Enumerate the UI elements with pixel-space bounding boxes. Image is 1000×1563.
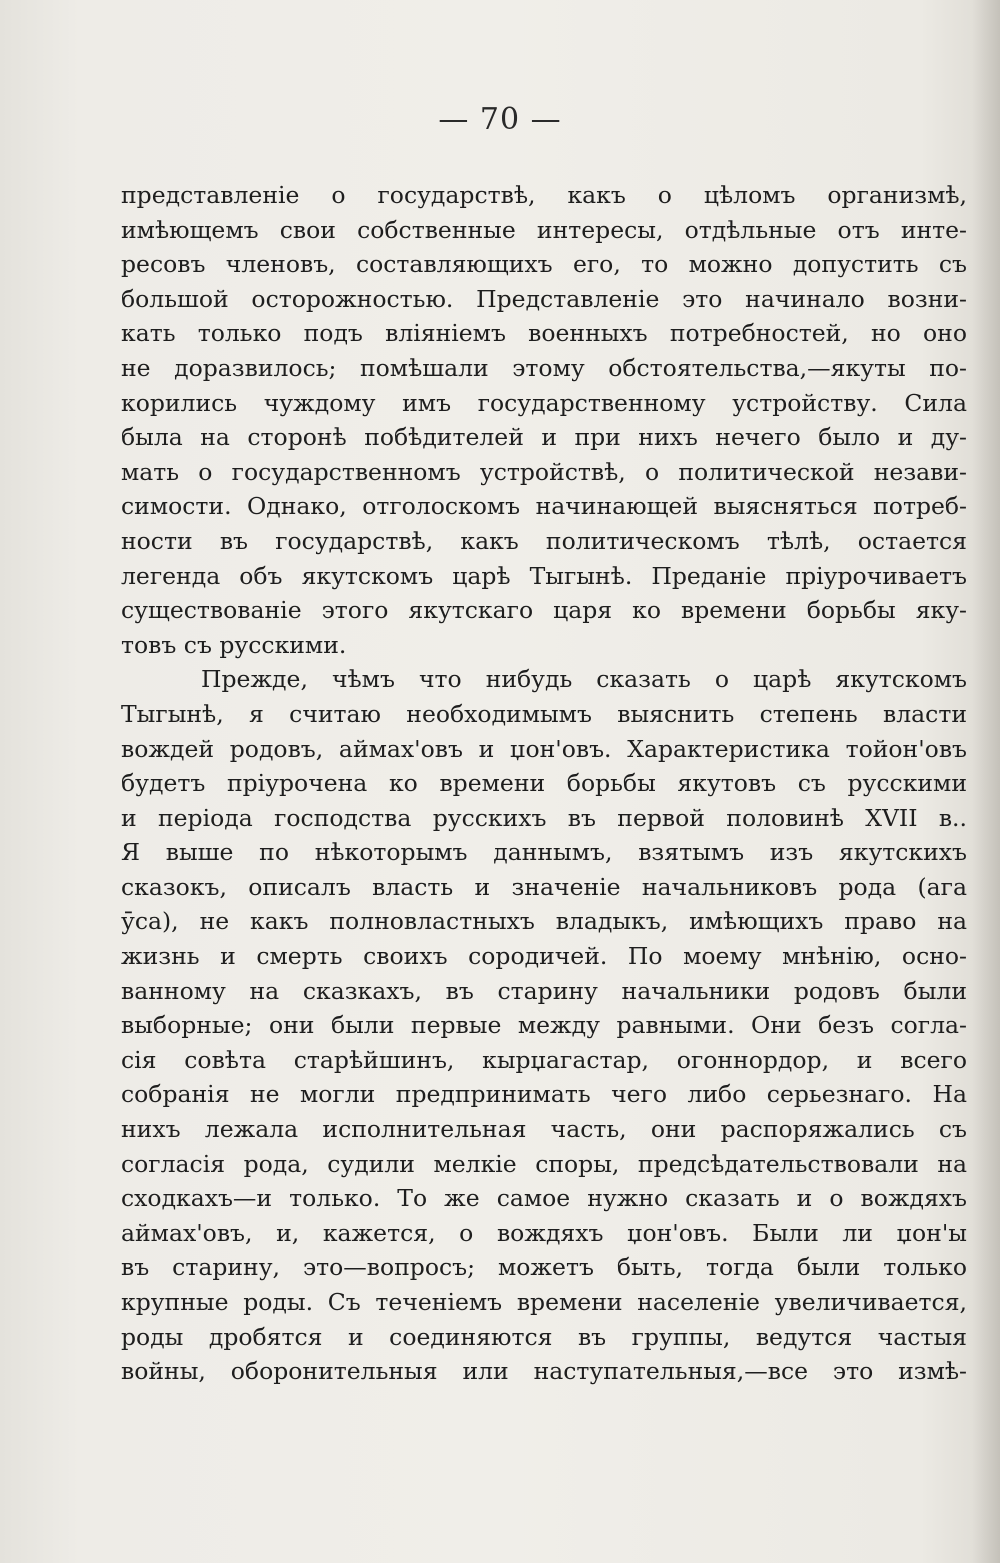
text-line: жизнь и смерть своихъ сородичей. По моему мнѣнію, осно- (121, 942, 967, 971)
text-line: не доразвилось; помѣшали этому обстоятельства,—якуты по- (121, 353, 967, 382)
text-line: легенда объ якутскомъ царѣ Тыгынѣ. Преданіе пріурочиваетъ (121, 561, 967, 590)
text-line: выборные; они были первые между равными. Они безъ согла- (121, 1011, 967, 1040)
text-line: ӯса), не какъ полновластныхъ владыкъ, имѣющихъ право на (121, 907, 967, 936)
text-line: имѣющемъ свои собственные интересы, отдѣльные отъ инте- (121, 215, 967, 244)
text-line: ресовъ членовъ, составляющихъ его, то можно допустить съ (121, 250, 967, 279)
text-line: ности въ государствѣ, какъ политическомъ тѣлѣ, остается (121, 526, 967, 555)
text-line: существованіе этого якутскаго царя ко времени борьбы яку- (121, 596, 967, 625)
text-line: была на сторонѣ побѣдителей и при нихъ нечего было и ду- (121, 423, 967, 452)
text-line: сходкахъ—и только. То же самое нужно сказать и о вождяхъ (121, 1184, 967, 1213)
page-number: — 70 — (438, 102, 562, 137)
text-line: Я выше по нѣкоторымъ даннымъ, взятымъ изъ якутскихъ (121, 838, 967, 867)
text-line: будетъ пріурочена ко времени борьбы якутовъ съ русскими (121, 769, 967, 798)
text-line: аймах'овъ, и, кажется, о вождяхъ џон'овъ. Были ли џон'ы (121, 1218, 967, 1247)
text-line: корились чуждому имъ государственному устройству. Сила (121, 388, 967, 417)
text-line: товъ съ русскими. (121, 630, 347, 659)
text-line: войны, оборонительныя или наступательныя,—все это измѣ- (121, 1357, 967, 1386)
text-line: кать только подъ вліяніемъ военныхъ потребностей, но оно (121, 319, 967, 348)
text-line: большой осторожностью. Представленіе это начинало возни- (121, 284, 967, 313)
text-line: симости. Однако, отголоскомъ начинающей выясняться потреб- (121, 492, 967, 521)
text-line: сказокъ, описалъ власть и значеніе начальниковъ рода (ага (121, 872, 967, 901)
text-line: собранія не могли предпринимать чего либо серьезнаго. На (121, 1080, 967, 1109)
text-line: нихъ лежала исполнительная часть, они распоряжались съ (121, 1115, 967, 1144)
text-line: вождей родовъ, аймах'овъ и џон'овъ. Характеристика тойон'овъ (121, 734, 967, 763)
text-line: сія совѣта старѣйшинъ, кырџагастар, огоннордор, и всего (121, 1045, 967, 1074)
body-text (121, 178, 967, 1389)
text-line: согласія рода, судили мелкіе споры, предсѣдательствовали на (121, 1149, 967, 1178)
text-line: Прежде, чѣмъ что нибудь сказать о царѣ якутскомъ (201, 665, 967, 694)
text-line: въ старину, это—вопросъ; можетъ быть, тогда были только (121, 1253, 967, 1282)
text-line: представленіе о государствѣ, какъ о цѣломъ организмѣ, (121, 181, 967, 209)
text-line: Тыгынѣ, я считаю необходимымъ выяснить степень власти (121, 699, 967, 728)
text-line: роды дробятся и соединяются въ группы, ведутся частыя (121, 1322, 967, 1351)
page-edge-shadow (972, 0, 1000, 1563)
text-line: ванному на сказкахъ, въ старину начальники родовъ были (121, 976, 967, 1005)
text-line: и періода господства русскихъ въ первой половинѣ XVII в.. (121, 803, 967, 832)
text-line: крупные роды. Съ теченіемъ времени населеніе увеличивается, (121, 1288, 967, 1316)
text-line: мать о государственномъ устройствѣ, о политической незави- (121, 457, 967, 486)
